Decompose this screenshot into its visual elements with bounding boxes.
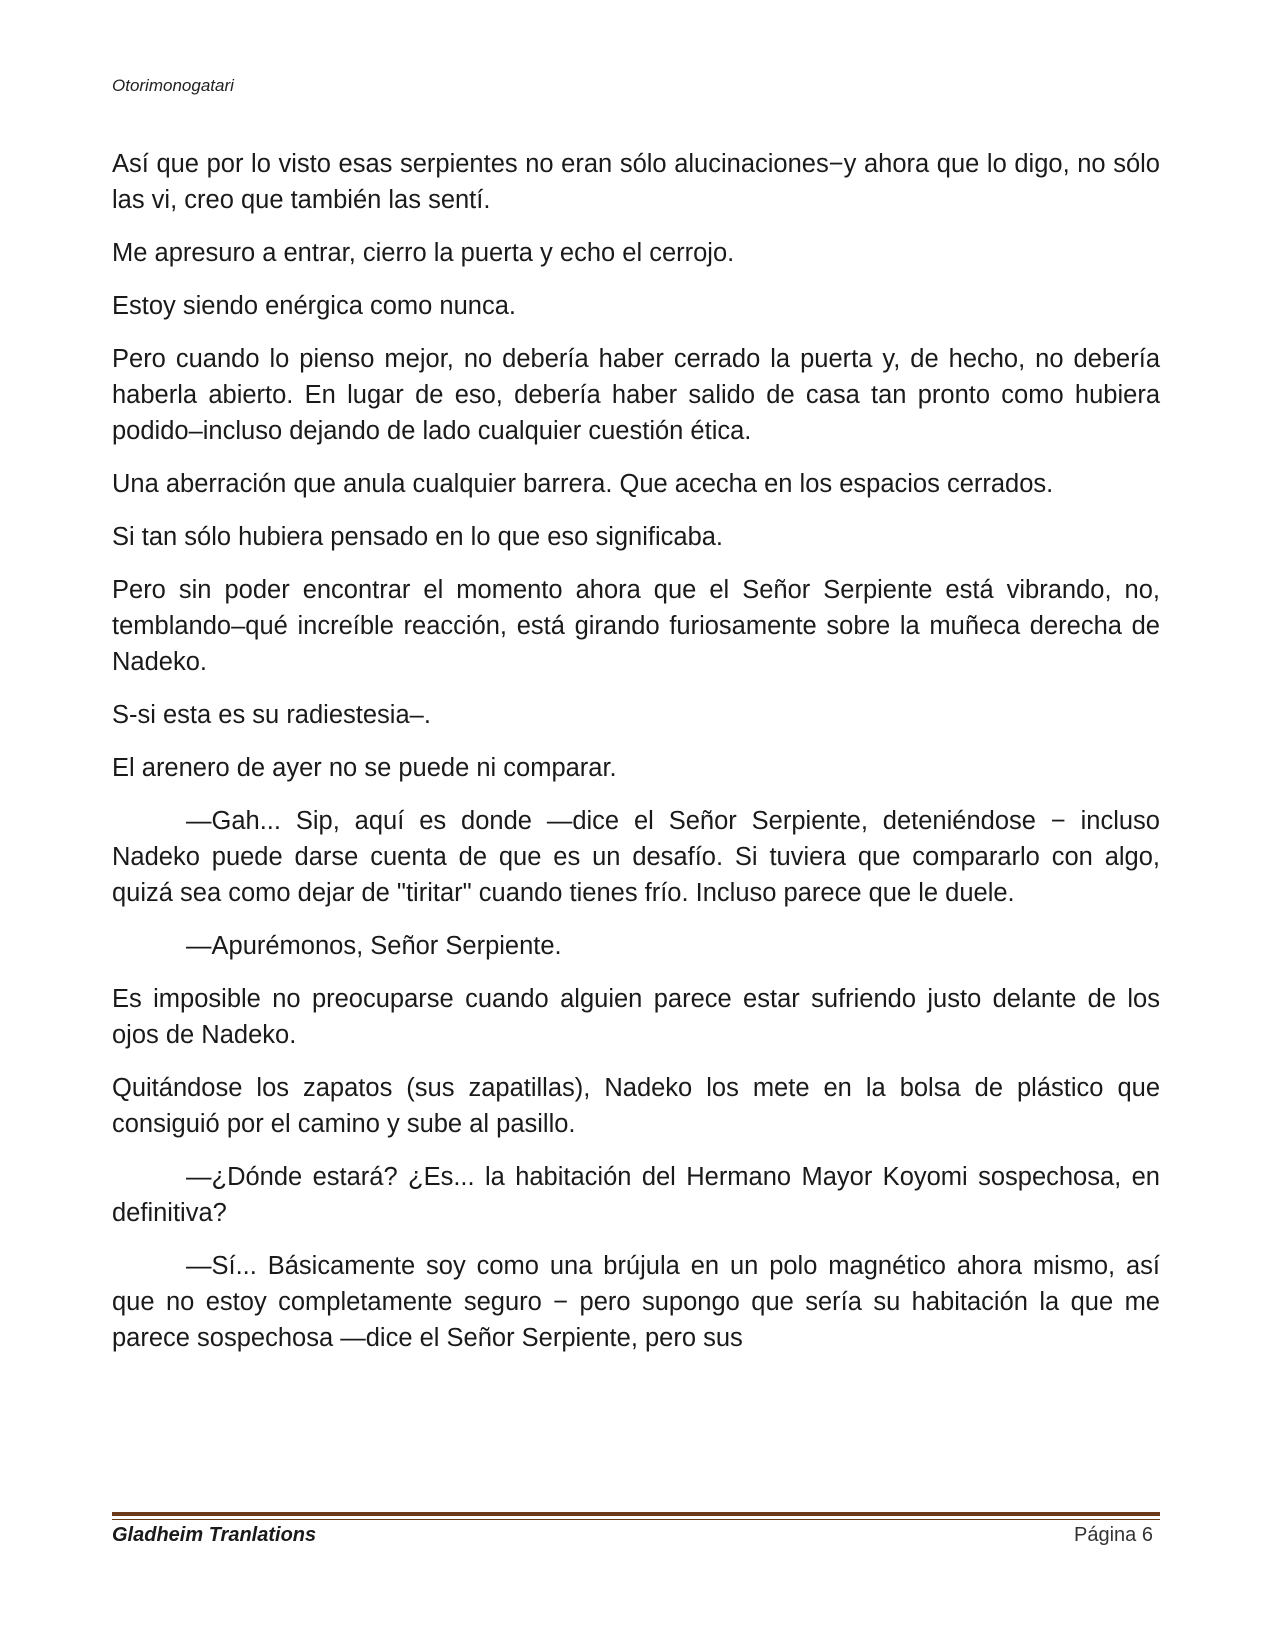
footer-divider — [112, 1512, 1160, 1516]
paragraph: Me apresuro a entrar, cierro la puerta y echo el cerrojo. — [112, 239, 735, 267]
page-body — [112, 146, 1160, 1373]
dialog-paragraph: —¿Dónde estará? ¿Es... la habitación del Hermano Mayor Koyomi sospechosa, en definitiva? — [112, 1163, 1160, 1227]
paragraph: Una aberración que anula cualquier barrera. Que acecha en los espacios cerrados. — [112, 470, 1054, 498]
footer-credit: Gladheim Tranlations — [112, 1524, 317, 1546]
paragraph: S-si esta es su radiestesia–. — [112, 701, 431, 729]
paragraph: Si tan sólo hubiera pensado en lo que eso significaba. — [112, 523, 724, 551]
dialog-paragraph: —Apurémonos, Señor Serpiente. — [186, 932, 562, 960]
paragraph: El arenero de ayer no se puede ni comparar. — [112, 754, 617, 782]
dialog-paragraph: —Sí... Básicamente soy como una brújula en un polo magnético ahora mismo, así que no estoy completamente seguro − pero supongo que sería su habitación la que me parece sospechosa —dice el Señor Serpiente, pero sus — [112, 1252, 1160, 1352]
paragraph: Estoy siendo enérgica como nunca. — [112, 292, 516, 320]
running-header: Otorimonogatari — [112, 76, 234, 95]
footer-divider-thin — [112, 1519, 1160, 1520]
paragraph: Pero cuando lo pienso mejor, no debería haber cerrado la puerta y, de hecho, no debería haberla abierto. En lugar de eso, debería haber salido de casa tan pronto como hubiera podido–incluso dejando de lado cualquier cuestión ética. — [112, 345, 1160, 445]
dialog-paragraph: —Gah... Sip, aquí es donde —dice el Señor Serpiente, deteniéndose − incluso Nadeko puede darse cuenta de que es un desafío. Si tuviera que compararlo con algo, quizá sea como dejar de "tiritar" cuando tienes frío. Incluso parece que le duele. — [112, 807, 1160, 907]
paragraph: Es imposible no preocuparse cuando alguien parece estar sufriendo justo delante de los ojos de Nadeko. — [112, 985, 1160, 1049]
paragraph: Quitándose los zapatos (sus zapatillas), Nadeko los mete en la bolsa de plástico que consiguió por el camino y sube al pasillo. — [112, 1074, 1160, 1138]
paragraph: Así que por lo visto esas serpientes no eran sólo alucinaciones−y ahora que lo digo, no sólo las vi, creo que también las sentí. — [112, 150, 1160, 214]
page-number: Página 6 — [1074, 1524, 1153, 1546]
paragraph: Pero sin poder encontrar el momento ahora que el Señor Serpiente está vibrando, no, temblando–qué increíble reacción, está girando furiosamente sobre la muñeca derecha de Nadeko. — [112, 576, 1160, 676]
